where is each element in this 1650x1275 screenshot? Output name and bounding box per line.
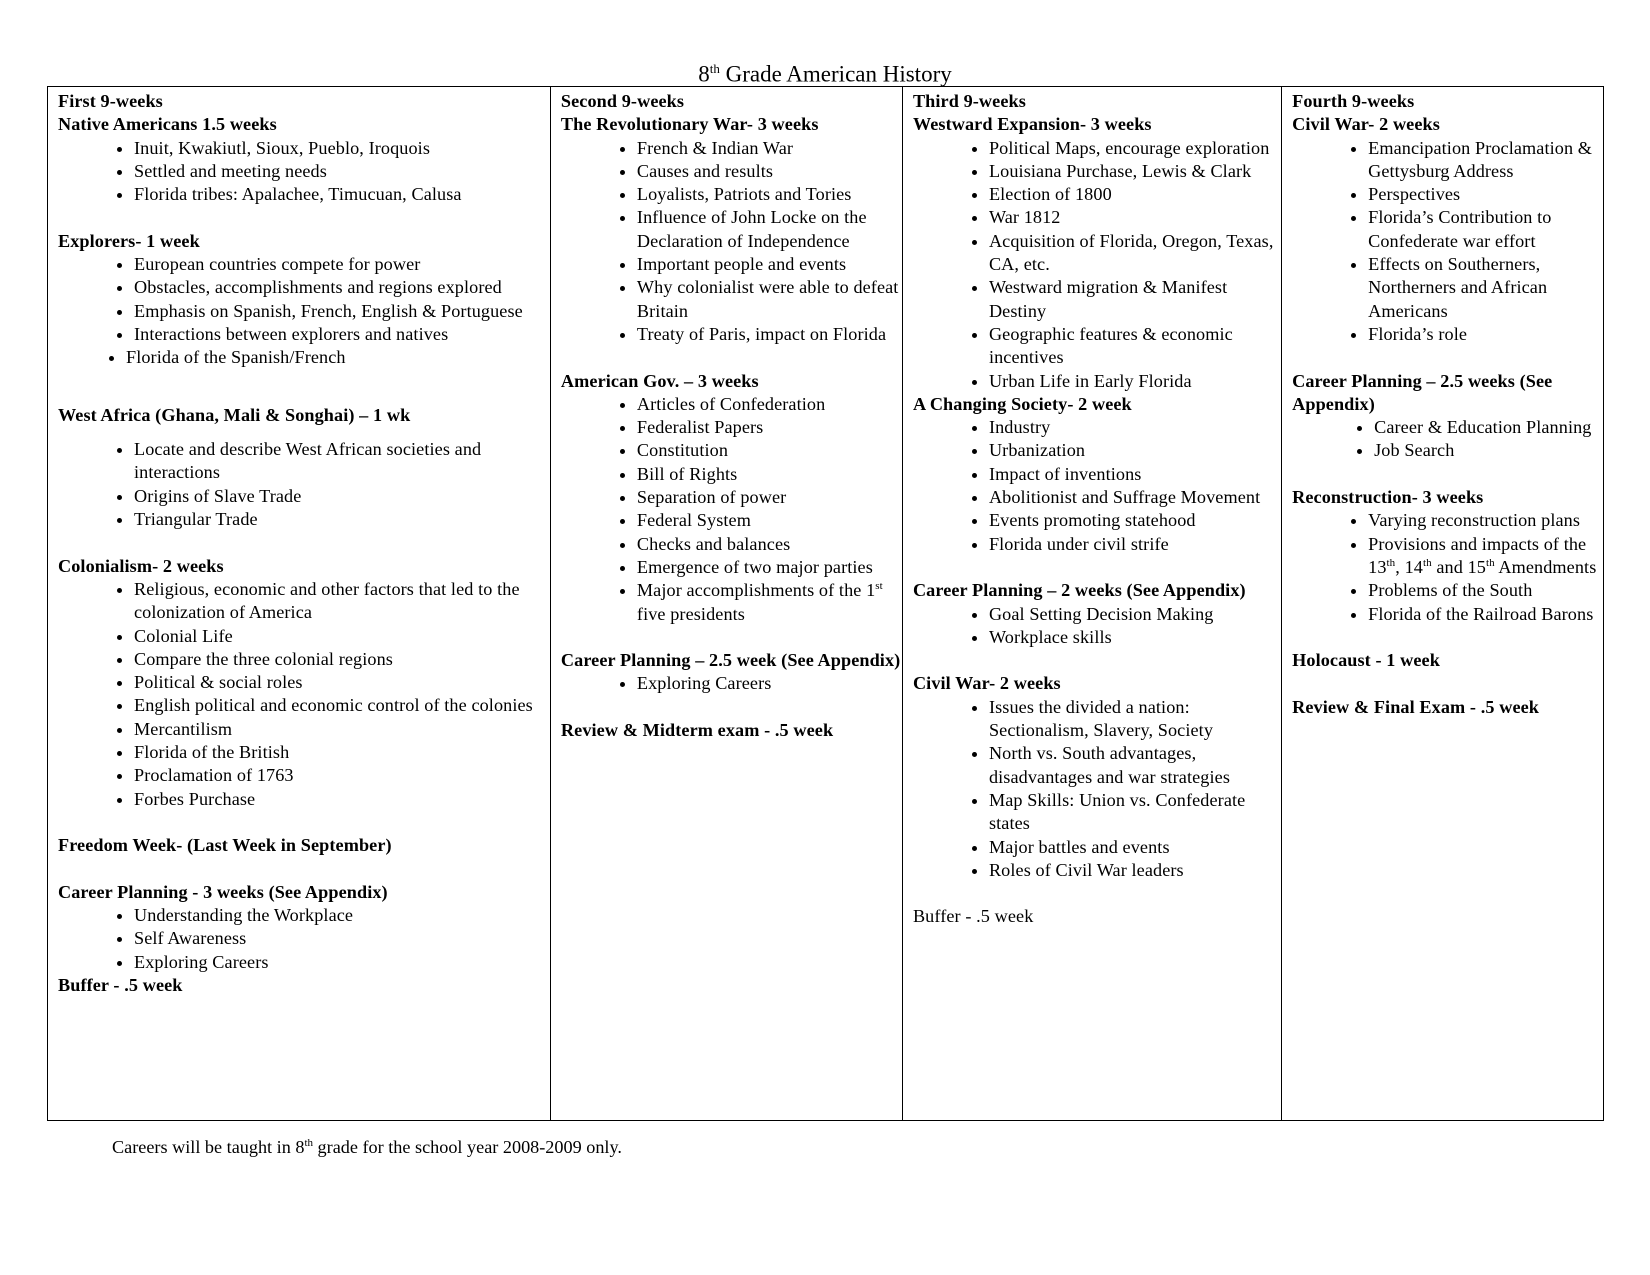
topic-list	[58, 346, 550, 369]
unit-heading: Career Planning – 2.5 weeks (See Appendix)	[1292, 370, 1553, 414]
curriculum-table	[47, 86, 1604, 1121]
topic-list	[913, 416, 1281, 556]
unit-heading: Reconstruction- 3 weeks	[1292, 487, 1484, 508]
fourth-nine-weeks-column	[1282, 87, 1604, 1121]
list-item: • Effects on Southerners, Northerners and African Americans	[1368, 253, 1603, 323]
list-item: • Compare the three colonial regions	[134, 648, 550, 671]
unit-heading: Career Planning – 2.5 week (See Appendix)	[560, 650, 901, 671]
list-item: • Self Awareness	[134, 927, 550, 950]
topic-list	[913, 603, 1281, 650]
list-item: • Abolitionist and Suffrage Movement	[989, 486, 1281, 509]
list-item: • Urban Life in Early Florida	[989, 370, 1281, 393]
unit-heading: Native Americans 1.5 weeks	[58, 114, 277, 135]
unit-heading: Holocaust - 1 week	[1292, 650, 1440, 671]
list-item: • Provisions and impacts of the 13th, 14th and 15th Amendments	[1368, 533, 1603, 580]
unit-heading: Freedom Week- (Last Week in September)	[58, 835, 392, 856]
list-item: • Workplace skills	[989, 626, 1281, 649]
list-item: • Locate and describe West African societies and interactions	[134, 438, 550, 485]
list-item: • Exploring Careers	[134, 951, 550, 974]
unit-heading: West Africa (Ghana, Mali & Songhai) – 1 wk	[58, 404, 411, 425]
list-item: • Emergence of two major parties	[637, 556, 902, 579]
list-item: • Obstacles, accomplishments and regions explored	[134, 276, 550, 299]
unit-heading: American Gov. – 3 weeks	[560, 370, 759, 391]
unit-heading: A Changing Society- 2 week	[912, 393, 1132, 414]
list-item: • Events promoting statehood	[989, 509, 1281, 532]
list-item: • Articles of Confederation	[637, 393, 902, 416]
second-nine-weeks-column	[550, 87, 902, 1121]
unit-heading: Review & Final Exam - .5 week	[1292, 696, 1540, 717]
topic-list	[1292, 416, 1603, 463]
list-item: • Exploring Careers	[637, 672, 902, 695]
list-item: • Federal System	[637, 509, 902, 532]
list-item: • Job Search	[1374, 439, 1603, 462]
topic-list	[561, 393, 902, 626]
list-item: • Interactions between explorers and natives	[134, 323, 550, 346]
list-item: • Settled and meeting needs	[134, 160, 550, 183]
third-nine-weeks-column	[902, 87, 1281, 1121]
list-item: • Florida of the British	[134, 741, 550, 764]
quarter-heading: Fourth 9-weeks	[1292, 91, 1415, 111]
topic-list	[1292, 137, 1603, 347]
list-item: • Acquisition of Florida, Oregon, Texas, CA, etc.	[989, 230, 1281, 277]
list-item: • Issues the divided a nation: Sectionalism, Slavery, Society	[989, 696, 1281, 743]
list-item: • Important people and events	[637, 253, 902, 276]
quarter-heading: Second 9-weeks	[560, 91, 685, 111]
list-item: • Varying reconstruction plans	[1368, 509, 1603, 532]
list-item: • Political & social roles	[134, 671, 550, 694]
list-item: • Problems of the South	[1368, 579, 1603, 602]
list-item: • Mercantilism	[134, 718, 550, 741]
list-item: • Map Skills: Union vs. Confederate states	[989, 789, 1281, 836]
list-item: • Religious, economic and other factors that led to the colonization of America	[134, 578, 550, 625]
list-item: • French & Indian War	[637, 137, 902, 160]
list-item: • Louisiana Purchase, Lewis & Clark	[989, 160, 1281, 183]
list-item: • Influence of John Locke on the Declaration of Independence	[637, 206, 902, 253]
list-item: • European countries compete for power	[134, 253, 550, 276]
footnote: Careers will be taught in 8th grade for the school year 2008-2009 only.	[112, 1137, 622, 1158]
list-item: • Treaty of Paris, impact on Florida	[637, 323, 902, 346]
page-title: 8th Grade American History	[698, 61, 952, 87]
list-item: • Causes and results	[637, 160, 902, 183]
topic-list	[58, 438, 550, 531]
list-item: • Roles of Civil War leaders	[989, 859, 1281, 882]
list-item: • Goal Setting Decision Making	[989, 603, 1281, 626]
list-item: • Triangular Trade	[134, 508, 550, 531]
list-item: • Forbes Purchase	[134, 788, 550, 811]
list-item: • Inuit, Kwakiutl, Sioux, Pueblo, Iroquois	[134, 137, 550, 160]
list-item: • Florida’s Contribution to Confederate war effort	[1368, 206, 1603, 253]
topic-list	[913, 137, 1281, 393]
list-item: • Westward migration & Manifest Destiny	[989, 276, 1281, 323]
list-item: • Colonial Life	[134, 625, 550, 648]
topic-list	[58, 578, 550, 811]
unit-heading: Civil War- 2 weeks	[912, 673, 1061, 694]
topic-list	[58, 137, 550, 207]
quarter-heading: First 9-weeks	[58, 91, 163, 111]
topic-list	[58, 904, 550, 974]
unit-heading: Westward Expansion- 3 weeks	[912, 114, 1152, 135]
unit-heading: Explorers- 1 week	[58, 230, 200, 251]
first-nine-weeks-column	[48, 87, 551, 1121]
unit-heading: Career Planning – 2 weeks (See Appendix)	[912, 580, 1246, 601]
list-item: • North vs. South advantages, disadvantages and war strategies	[989, 742, 1281, 789]
list-item: • Urbanization	[989, 439, 1281, 462]
list-item: • Why colonialist were able to defeat Britain	[637, 276, 902, 323]
list-item: • Major battles and events	[989, 836, 1281, 859]
unit-heading: Review & Midterm exam - .5 week	[560, 720, 834, 741]
list-item: • Major accomplishments of the 1st five presidents	[637, 579, 902, 626]
list-item: • English political and economic control of the colonies	[134, 694, 550, 717]
topic-list	[1292, 509, 1603, 625]
list-item: • Emancipation Proclamation & Gettysburg Address	[1368, 137, 1603, 184]
topic-list	[58, 253, 550, 346]
unit-heading: Colonialism- 2 weeks	[58, 555, 224, 576]
list-item: • Federalist Papers	[637, 416, 902, 439]
list-item: • War 1812	[989, 206, 1281, 229]
topic-list	[561, 672, 902, 695]
list-item: • Loyalists, Patriots and Tories	[637, 183, 902, 206]
list-item: • Florida tribes: Apalachee, Timucuan, Calusa	[134, 183, 550, 206]
list-item: • Checks and balances	[637, 533, 902, 556]
list-item: • Florida’s role	[1368, 323, 1603, 346]
list-item: • Impact of inventions	[989, 463, 1281, 486]
list-item: • Emphasis on Spanish, French, English & Portuguese	[134, 300, 550, 323]
list-item: • Political Maps, encourage exploration	[989, 137, 1281, 160]
list-item: • Florida under civil strife	[989, 533, 1281, 556]
list-item: • Florida of the Railroad Barons	[1368, 603, 1603, 626]
list-item: • Industry	[989, 416, 1281, 439]
list-item: • Florida of the Spanish/French	[126, 346, 550, 369]
unit-heading: The Revolutionary War- 3 weeks	[560, 114, 819, 135]
unit-heading: Civil War- 2 weeks	[1292, 114, 1440, 135]
topic-list	[913, 696, 1281, 882]
list-item: • Origins of Slave Trade	[134, 485, 550, 508]
topic-list	[561, 137, 902, 347]
list-item: • Proclamation of 1763	[134, 764, 550, 787]
list-item: • Separation of power	[637, 486, 902, 509]
unit-heading: Career Planning - 3 weeks (See Appendix)	[58, 881, 388, 902]
buffer-note: Buffer - .5 week	[912, 906, 1034, 927]
list-item: • Career & Education Planning	[1374, 416, 1603, 439]
list-item: • Bill of Rights	[637, 463, 902, 486]
list-item: • Understanding the Workplace	[134, 904, 550, 927]
quarter-heading: Third 9-weeks	[912, 91, 1026, 111]
list-item: • Geographic features & economic incentives	[989, 323, 1281, 370]
list-item: • Constitution	[637, 439, 902, 462]
list-item: • Perspectives	[1368, 183, 1603, 206]
unit-heading: Buffer - .5 week	[58, 974, 183, 995]
list-item: • Election of 1800	[989, 183, 1281, 206]
